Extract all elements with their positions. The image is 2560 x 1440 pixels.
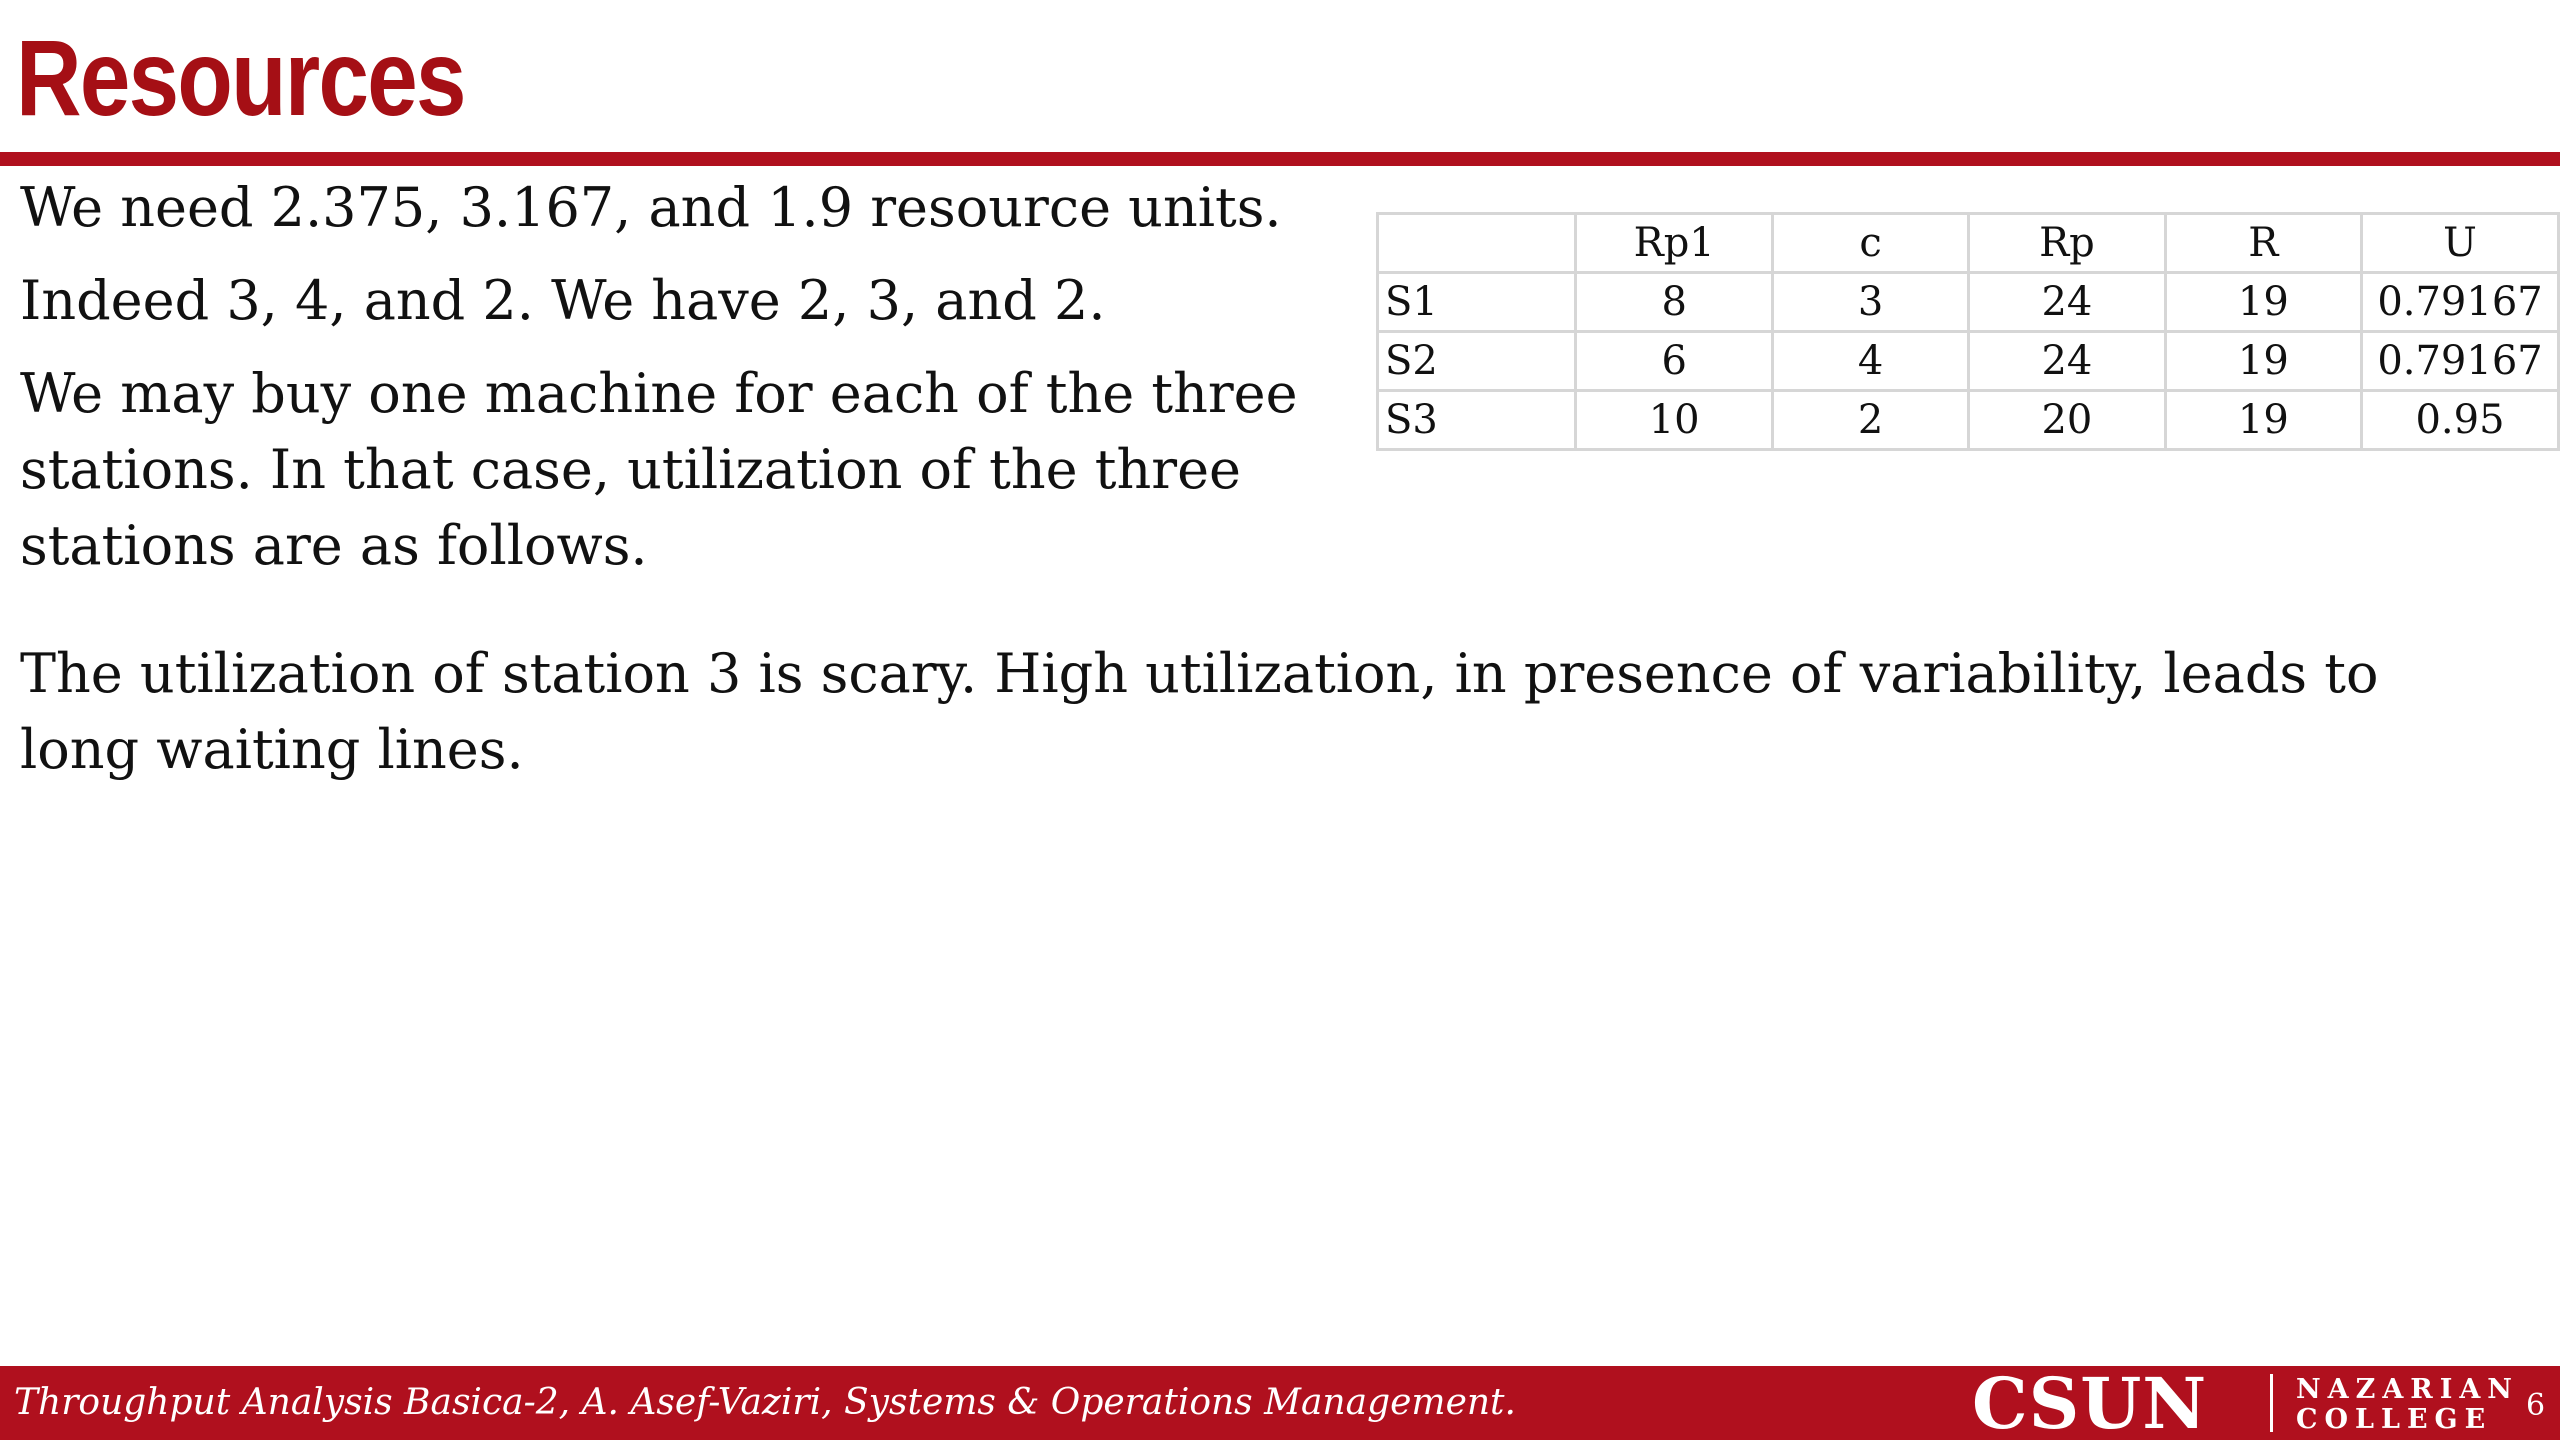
table-cell: 2 xyxy=(1772,391,1968,450)
table-header-cell: c xyxy=(1772,214,1968,273)
csun-logo: CSUN xyxy=(1972,1362,2208,1440)
logo-subtitle-line2: COLLEGE xyxy=(2296,1404,2493,1435)
paragraph-resource-needs: We need 2.375, 3.167, and 1.9 resource units. xyxy=(20,176,1282,239)
table-header-cell xyxy=(1378,214,1576,273)
footer-citation: Throughput Analysis Basica-2, A. Asef-Vaziri, Systems & Operations Management. xyxy=(14,1382,1516,1423)
table-row-label: S2 xyxy=(1378,332,1576,391)
logo-divider xyxy=(2270,1374,2273,1432)
table-cell: 19 xyxy=(2165,273,2361,332)
table-row-label: S3 xyxy=(1378,391,1576,450)
table-cell: 20 xyxy=(1969,391,2165,450)
table-cell: 4 xyxy=(1772,332,1968,391)
table-cell: 8 xyxy=(1576,273,1773,332)
table-header-cell: Rp1 xyxy=(1576,214,1773,273)
footer-bar xyxy=(0,1362,2560,1440)
table-cell: 24 xyxy=(1969,273,2165,332)
table-row xyxy=(1378,273,2559,332)
logo-subtitle-line1: NAZARIAN xyxy=(2296,1374,2519,1405)
table-cell: 0.79167 xyxy=(2362,273,2559,332)
table-cell: 3 xyxy=(1772,273,1968,332)
table-cell: 19 xyxy=(2165,391,2361,450)
table-cell: 24 xyxy=(1969,332,2165,391)
table-cell: 10 xyxy=(1576,391,1773,450)
table-row-label: S1 xyxy=(1378,273,1576,332)
table-header-cell: Rp xyxy=(1969,214,2165,273)
table-row xyxy=(1378,391,2559,450)
table-cell: 6 xyxy=(1576,332,1773,391)
paragraph-utilization-warning: The utilization of station 3 is scary. High utilization, in presence of variability, leads to long waiting lines. xyxy=(20,642,2379,781)
title-divider xyxy=(0,152,2560,166)
table-cell: 19 xyxy=(2165,332,2361,391)
table-cell: 0.95 xyxy=(2362,391,2559,450)
table-header-cell: U xyxy=(2362,214,2559,273)
table-header-cell: R xyxy=(2165,214,2361,273)
paragraph-resource-counts: Indeed 3, 4, and 2. We have 2, 3, and 2. xyxy=(20,269,1106,332)
paragraph-buy-machines: We may buy one machine for each of the three stations. In that case, utilization of the three stations are as follows. xyxy=(20,362,1298,577)
page-number: 6 xyxy=(2526,1388,2546,1423)
table-cell: 0.79167 xyxy=(2362,332,2559,391)
table-header-row xyxy=(1378,214,2559,273)
table-row xyxy=(1378,332,2559,391)
slide-title: Resources xyxy=(16,17,465,138)
utilization-table xyxy=(1376,212,2560,451)
